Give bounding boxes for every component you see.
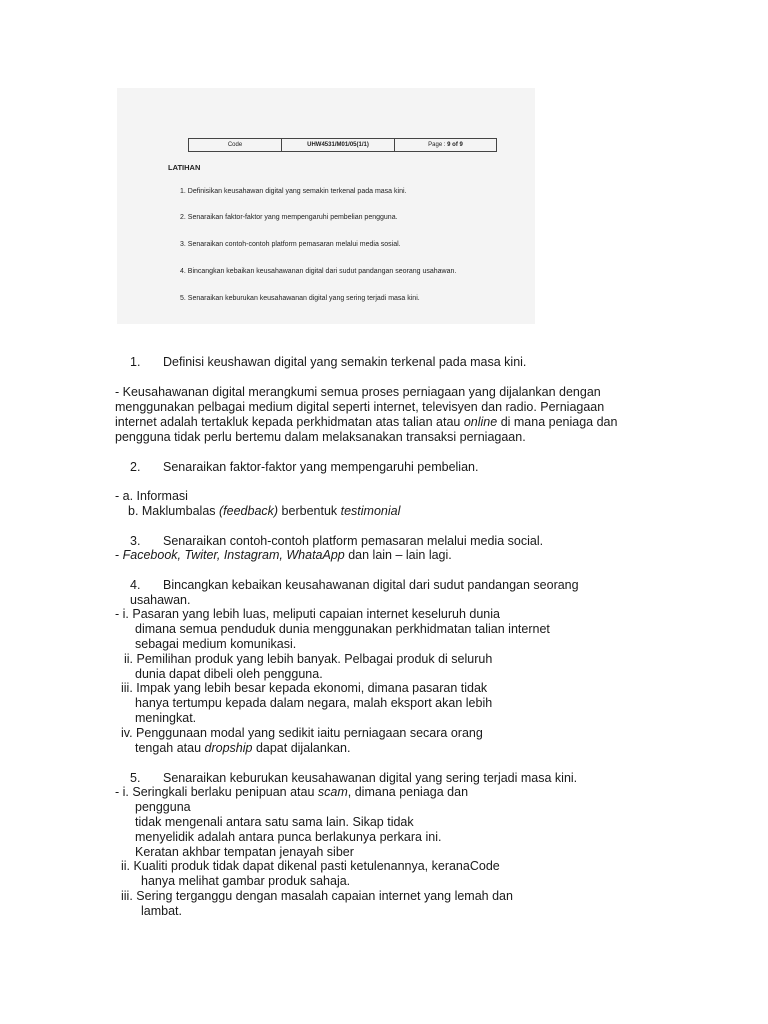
- answer-line: - Keusahawanan digital merangkumi semua proses perniagaan yang dijalankan dengan: [115, 385, 601, 399]
- document-header-table: [188, 138, 497, 152]
- answer-line: iii. Sering terganggu dengan masalah capaian internet yang lemah dan: [121, 889, 513, 903]
- answer-line: ii. Kualiti produk tidak dapat dikenal pasti ketulenannya, keranaCode: [121, 859, 500, 873]
- question-title: Senaraikan keburukan keusahawanan digital yang sering terjadi masa kini.: [163, 771, 578, 785]
- question-number: 1.: [130, 355, 141, 369]
- answer-line: iv. Penggunaan modal yang sedikit iaitu perniagaan secara orang: [121, 726, 483, 740]
- question-3-heading: [130, 534, 543, 549]
- answer-line: hanya tertumpu kepada dalam negara, malah eksport akan lebih: [135, 696, 493, 710]
- question-title: Senaraikan contoh-contoh platform pemasaran melalui media social.: [163, 534, 544, 548]
- question-title: Bincangkan kebaikan keusahawanan digital dari sudut pandangan seorang: [163, 578, 579, 592]
- answer-line: internet adalah tertakluk kepada perkhidmatan atas talian atau online di mana peniaga dan: [115, 415, 618, 429]
- scanned-exercise-image: [117, 88, 535, 324]
- answer-line: pengguna tidak perlu bertemu dalam melaksanakan transaksi perniagaan.: [115, 430, 526, 444]
- answer-line: - i. Pasaran yang lebih luas, meliputi capaian internet keseluruh dunia: [115, 607, 500, 621]
- answer-line: menggunakan pelbagai medium digital seperti internet, televisyen dan radio. Perniagaan: [115, 400, 605, 414]
- question-number: 5.: [130, 771, 141, 785]
- answer-line: pengguna: [135, 800, 191, 814]
- answer-line: dimana semua penduduk dunia menggunakan perkhidmatan talian internet: [135, 622, 550, 636]
- answer-line: Keratan akhbar tempatan jenayah siber: [135, 845, 354, 859]
- answer-line: - a. Informasi: [115, 489, 188, 503]
- question-2-heading: [130, 460, 478, 475]
- answer-line: menyelidik adalah antara punca berlakunya perkara ini.: [135, 830, 442, 844]
- question-4-heading: [130, 578, 579, 593]
- question-5-heading: [130, 771, 577, 786]
- question-title: Definisi keushawan digital yang semakin terkenal pada masa kini.: [163, 355, 527, 369]
- answer-line: meningkat.: [135, 711, 197, 725]
- exercise-item: 5. Senaraikan keburukan keusahawanan digital yang sering terjadi masa kini.: [180, 295, 420, 302]
- exercise-item: 3. Senaraikan contoh-contoh platform pemasaran melalui media sosial.: [180, 241, 401, 248]
- answer-line: sebagai medium komunikasi.: [135, 637, 297, 651]
- answer-line: ii. Pemilihan produk yang lebih banyak. Pelbagai produk di seluruh: [124, 652, 493, 666]
- exercise-title: LATIHAN: [168, 163, 201, 172]
- answer-line: dunia dapat dibeli oleh pengguna.: [135, 667, 323, 681]
- answer-line: hanya melihat gambar produk sahaja.: [141, 874, 351, 888]
- question-title-continued: usahawan.: [130, 593, 191, 607]
- page-label: Page :: [428, 142, 446, 148]
- page-value: 9 of 9: [447, 142, 463, 148]
- code-value: UHW4531/M01/05(1/1): [282, 139, 395, 151]
- question-number: 3.: [130, 534, 141, 548]
- exercise-item: 4. Bincangkan kebaikan keusahawanan digital dari sudut pandangan seorang usahawan.: [180, 268, 457, 275]
- question-number: 4.: [130, 578, 141, 592]
- answer-line: - Facebook, Twiter, Instagram, WhataApp dan lain – lain lagi.: [115, 548, 452, 562]
- exercise-item: 2. Senaraikan faktor-faktor yang mempengaruhi pembelian pengguna.: [180, 214, 398, 221]
- question-title: Senaraikan faktor-faktor yang mempengaruhi pembelian.: [163, 460, 479, 474]
- exercise-item: 1. Definisikan keusahawan digital yang semakin terkenal pada masa kini.: [180, 188, 407, 195]
- answer-line: - i. Seringkali berlaku penipuan atau scam, dimana peniaga dan: [115, 785, 469, 799]
- answer-line: tidak mengenali antara satu sama lain. Sikap tidak: [135, 815, 414, 829]
- answer-line: tengah atau dropship dapat dijalankan.: [135, 741, 351, 755]
- answer-line: lambat.: [141, 904, 182, 918]
- code-label: Code: [189, 139, 282, 151]
- answer-line: b. Maklumbalas (feedback) berbentuk testimonial: [128, 504, 401, 518]
- question-1-heading: [130, 355, 526, 370]
- answer-line: iii. Impak yang lebih besar kepada ekonomi, dimana pasaran tidak: [121, 681, 488, 695]
- page-cell: [395, 139, 496, 151]
- question-number: 2.: [130, 460, 141, 474]
